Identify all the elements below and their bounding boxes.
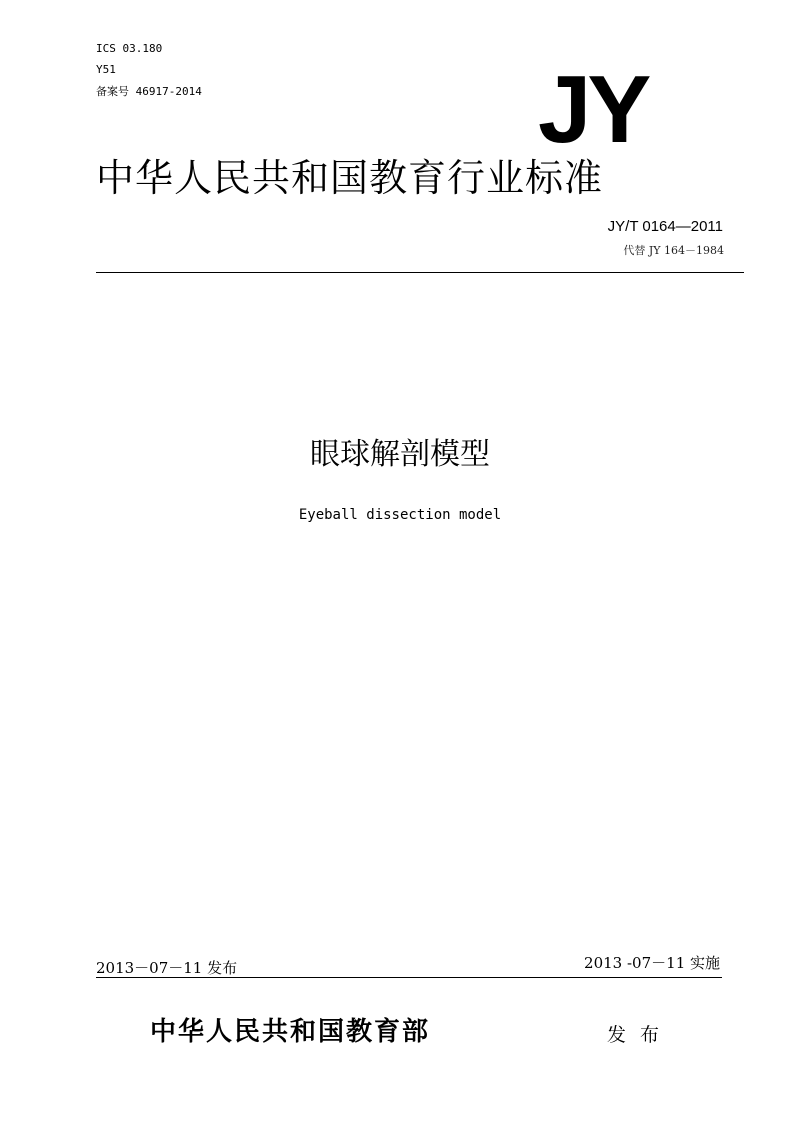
classification-code: Y51 (96, 63, 116, 76)
ics-code: ICS 03.180 (96, 42, 163, 55)
jy-logo: JY (538, 56, 648, 163)
standard-number: JY/T 0164—2011 (607, 218, 723, 235)
footer-divider (96, 977, 722, 978)
issue-label: 发布 (607, 1024, 674, 1046)
issuing-authority: 中华人民共和国教育部 (150, 1017, 431, 1047)
header-divider (96, 272, 744, 273)
replaces-standard: 代替 JY 164－1984 (623, 244, 724, 257)
issue-date: 2013－07－11 发布 (96, 959, 238, 977)
standard-category-title: 中华人民共和国教育行业标准 (96, 156, 604, 200)
implementation-date: 2013 -07－11 实施 (584, 954, 720, 972)
document-subtitle: Eyeball dissection model (298, 507, 502, 523)
record-number: 备案号 46917-2014 (96, 85, 202, 98)
document-title: 眼球解剖模型 (310, 437, 490, 472)
